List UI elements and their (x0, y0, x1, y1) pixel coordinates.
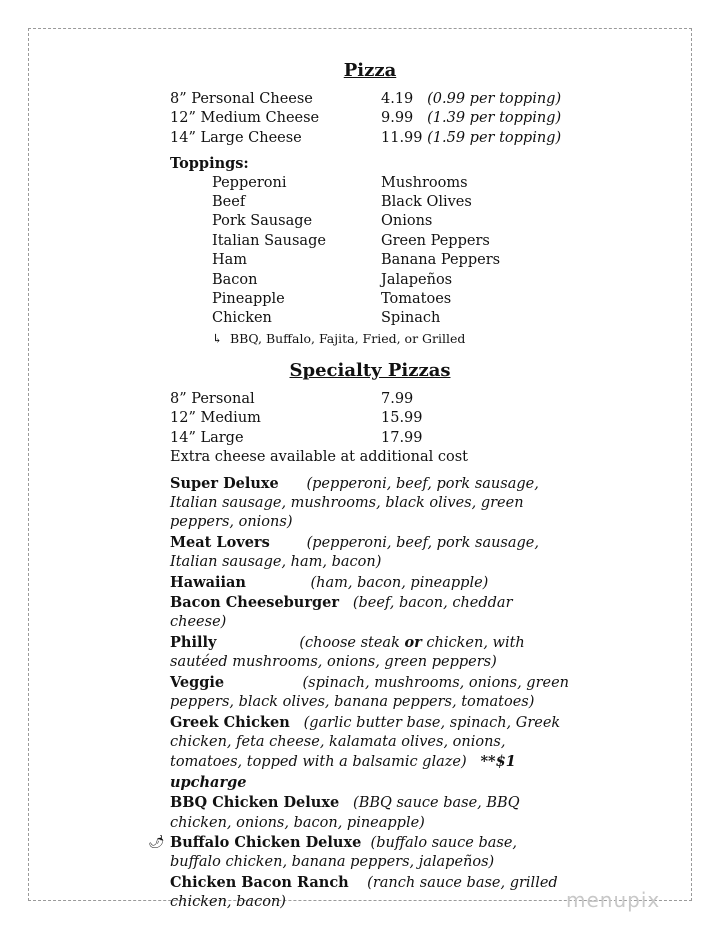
size-row (170, 409, 570, 428)
size-row (170, 109, 570, 128)
item-name: Greek Chicken (170, 713, 290, 731)
size-price: 7.99 (381, 391, 414, 408)
chicken-note: BBQ, Buffalo, Fajita, Fried, or Grilled (230, 330, 466, 346)
item-name: Super Deluxe (170, 474, 279, 492)
item-desc: (spinach, mushrooms, onions, green peppers, black olives, banana peppers, tomatoes) (170, 674, 570, 711)
topping-price: (1.59 per topping) (427, 129, 562, 146)
menu-content (148, 58, 570, 913)
specialty-heading: Specialty Pizzas (289, 360, 451, 382)
toppings-label: Toppings: (170, 155, 249, 173)
item-name: Chicken Bacon Ranch (170, 873, 349, 891)
specialty-item (148, 833, 570, 873)
specialty-item (170, 593, 570, 633)
topping-row (170, 232, 570, 251)
item-name: Veggie (170, 673, 225, 691)
size-row (170, 390, 570, 409)
size-name: 8” Personal (170, 391, 255, 408)
item-desc: (choose steak (299, 634, 405, 651)
topping-item: Bacon (212, 271, 258, 288)
topping-item: Spinach (381, 310, 441, 327)
topping-item: Black Olives (381, 193, 472, 210)
item-desc: (garlic butter base, spinach, Greek chicken, feta cheese, kalamata olives, onions, tomatoes, topped with a balsamic glaze) (170, 714, 561, 771)
topping-item: Green Peppers (381, 232, 490, 249)
topping-row (170, 290, 570, 309)
item-name: Bacon Cheeseburger (170, 594, 339, 612)
item-desc: (pepperoni, beef, pork sausage, Italian sausage, mushrooms, black olives, green peppers, onions) (170, 475, 539, 531)
size-name: 8” Personal Cheese (170, 91, 313, 107)
size-name: 14” Large Cheese (170, 129, 302, 146)
item-name: Buffalo Chicken Deluxe (170, 833, 362, 851)
size-price: 11.99 (381, 129, 423, 146)
watermark-logo: menupix (566, 888, 661, 912)
turn-arrow-icon: ↳ (212, 330, 223, 346)
topping-row (170, 212, 570, 231)
chicken-note-row (170, 329, 570, 348)
upcharge-note: **$1 upcharge (170, 753, 516, 791)
topping-item: Pork Sausage (212, 213, 313, 230)
pizza-heading: Pizza (343, 60, 397, 81)
item-desc: (ranch sauce base, grilled chicken, bacon) (170, 874, 558, 911)
item-name: Meat Lovers (170, 533, 270, 551)
specialty-item (170, 793, 570, 833)
item-desc: (BBQ sauce base, BBQ chicken, onions, bacon, pineapple) (170, 795, 520, 831)
topping-row (170, 174, 570, 193)
topping-item: Pineapple (212, 290, 285, 307)
topping-item: Beef (212, 193, 246, 210)
topping-price: (0.99 per topping) (427, 91, 562, 107)
topping-item: Mushrooms (381, 174, 468, 191)
topping-item: Pepperoni (212, 174, 287, 191)
specialty-item (170, 873, 570, 913)
specialty-item (170, 474, 570, 533)
topping-row (170, 271, 570, 290)
specialty-item (170, 673, 570, 713)
size-name: 12” Medium (170, 410, 261, 427)
topping-row (170, 193, 570, 212)
item-name: BBQ Chicken Deluxe (170, 794, 340, 812)
item-name: Hawaiian (170, 573, 246, 591)
size-row (170, 129, 570, 148)
item-desc: chicken, with sautéed mushrooms, onions, green peppers) (170, 634, 525, 671)
item-desc: (beef, bacon, cheddar cheese) (170, 595, 513, 631)
size-row (170, 90, 570, 109)
extra-cheese-note: Extra cheese available at additional cost (170, 449, 469, 466)
topping-row (170, 251, 570, 270)
topping-item: Ham (212, 252, 248, 269)
size-price: 4.19 (381, 91, 414, 107)
topping-item: Onions (381, 213, 433, 230)
topping-item: Tomatoes (381, 290, 452, 307)
item-desc: (buffalo sauce base, buffalo chicken, banana peppers, jalapeños) (170, 834, 518, 871)
topping-item: Banana Peppers (381, 252, 501, 269)
topping-row (170, 309, 570, 328)
size-price: 15.99 (381, 410, 423, 427)
item-desc: (pepperoni, beef, pork sausage, Italian sausage, ham, bacon) (170, 534, 539, 571)
item-desc-or: or (404, 633, 422, 651)
size-price: 9.99 (381, 110, 414, 127)
size-name: 14” Large (170, 429, 244, 446)
size-price: 17.99 (381, 429, 423, 446)
specialty-item (170, 633, 570, 673)
topping-item: Jalapeños (381, 271, 453, 288)
hot-pepper-icon: 🌶 (148, 834, 165, 850)
item-desc: (ham, bacon, pineapple) (310, 574, 489, 591)
specialty-item (170, 533, 570, 573)
topping-item: Chicken (212, 310, 272, 327)
topping-price: (1.39 per topping) (427, 110, 562, 127)
specialty-item (170, 573, 570, 593)
size-name: 12” Medium Cheese (170, 110, 320, 127)
size-row (170, 429, 570, 448)
topping-item: Italian Sausage (212, 232, 326, 249)
item-name: Philly (170, 633, 217, 651)
specialty-item (170, 713, 570, 794)
